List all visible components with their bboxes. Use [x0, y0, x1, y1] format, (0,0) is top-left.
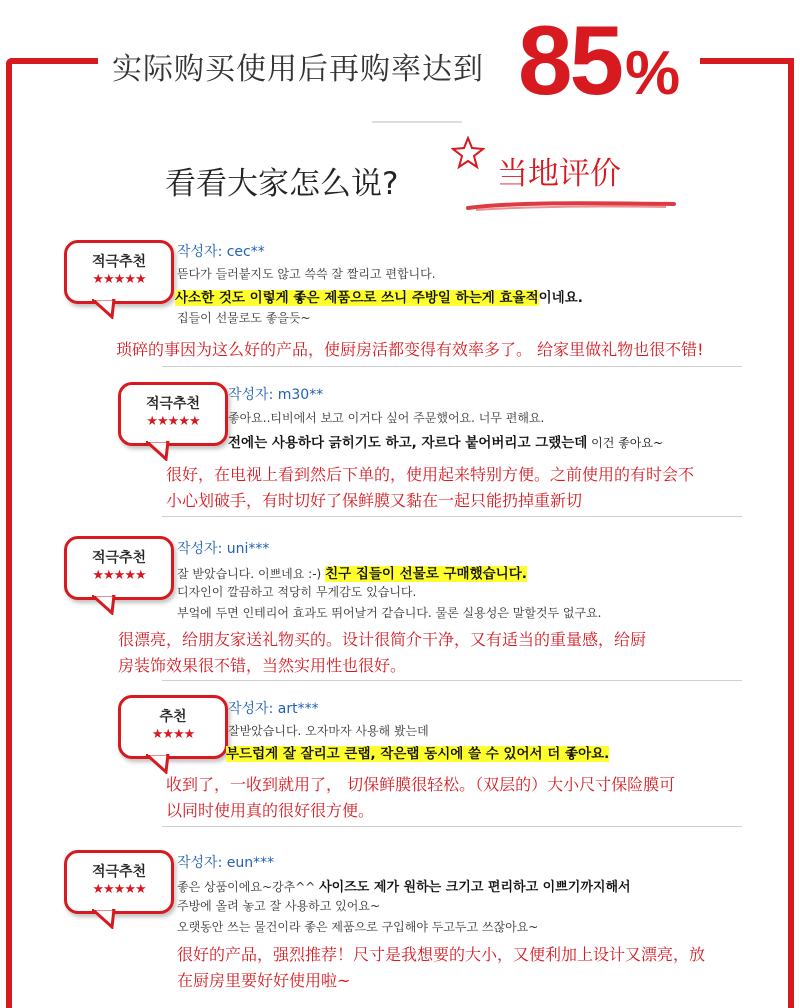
bold-text: 사이즈도 제가 원하는 크기고 편리하고 이쁘기까지해서 [319, 880, 631, 895]
translation-line: 以同时使用真的很好很方便。 [166, 801, 375, 820]
highlighted-text: 사소한 것도 이렇게 좋은 제품으로 쓰니 주방일 하는게 효율적 [175, 290, 539, 306]
review-text-line: 오랫동안 쓰는 물건이라 좋은 제품으로 구입해야 두고두고 쓰잖아요~ [177, 920, 539, 934]
highlighted-text: 친구 집들이 선물로 구매했습니다. [325, 566, 527, 582]
translation-line: 很好，在电视上看到然后下单的，使用起来特别方便。之前使用的有时会不 [166, 465, 695, 484]
frame-top-right [700, 58, 794, 64]
section-question: 看看大家怎么说? [165, 166, 399, 202]
review-author: 작성자: m30** [228, 387, 324, 403]
rating-stars: ★★★★★ [146, 414, 200, 429]
review-text-line: 잘받았습니다. 오자마자 사용해 봤는데 [228, 724, 429, 738]
rating-label: 추천 [159, 709, 187, 725]
rating-badge [118, 695, 228, 759]
translation-line: 小心划破手，有时切好了保鲜膜又黏在一起只能扔掉重新切 [166, 491, 583, 510]
review-text-line [177, 876, 631, 895]
review-text-line [228, 431, 663, 451]
review-author: 작성자: uni*** [177, 541, 270, 557]
translation-line: 房装饰效果很不错，当然实用性也很好。 [118, 656, 407, 675]
review-text-line: 디자인이 깔끔하고 적당히 무게감도 있습니다. [177, 585, 417, 599]
repurchase-percent [518, 4, 677, 117]
review-divider [162, 680, 742, 681]
local-reviews-title: 当地评价 [497, 156, 621, 192]
rating-badge [64, 850, 174, 914]
review-author: 작성자: eun*** [177, 855, 275, 871]
rating-label: 적극추천 [91, 254, 147, 270]
badge-tail [92, 595, 116, 615]
divider-shadow [372, 121, 462, 123]
rating-label: 적극추천 [91, 864, 147, 880]
translation-line: 收到了，一收到就用了， 切保鲜膜很轻松。（双层的）大小尺寸保险膜可 [166, 775, 676, 794]
rating-stars: ★★★★★ [92, 882, 146, 897]
review-divider [162, 366, 742, 367]
highlighted-text: 부드럽게 잘 잘리고 큰랩, 작은랩 동시에 쓸 수 있어서 더 좋아요. [226, 746, 610, 762]
badge-tail [146, 441, 170, 461]
review-text-line [177, 562, 527, 582]
review-text-line: 좋아요..티비에서 보고 이거다 싶어 주문했어요. 너무 편해요. [228, 411, 545, 425]
review-text-line: 주방에 올려 놓고 잘 사용하고 있어요~ [177, 899, 381, 913]
review-text-line: 부엌에 두면 인테리어 효과도 뛰어날거 같습니다. 물론 실용성은 말할것두 없구요. [177, 606, 602, 620]
review-text-line [175, 286, 583, 306]
rating-stars: ★★★★★ [92, 568, 146, 583]
translation-line: 琐碎的事因为这么好的产品，使厨房活都变得有效率多了。 给家里做礼物也很不错! [116, 340, 704, 359]
rating-badge [64, 536, 174, 600]
review-author: 작성자: art*** [228, 701, 319, 717]
badge-tail [92, 909, 116, 929]
rating-label: 적극추천 [145, 396, 201, 412]
review-author: 작성자: cec** [177, 244, 265, 260]
brush-underline [466, 200, 676, 212]
rating-label: 적극추천 [91, 550, 147, 566]
percent-sign: % [625, 39, 678, 108]
bold-text: 전에는 사용하다 긁히기도 하고, 자르다 붙어버리고 그랬는데 [228, 435, 588, 451]
repurchase-headline: 实际购买使用后再购率达到 [112, 52, 484, 87]
review-divider [162, 516, 742, 517]
review-text-line: 집들이 선물로도 좋을듯~ [177, 311, 311, 325]
translation-line: 在厨房里要好好使用啦~ [177, 971, 351, 990]
review-text-line: 뜯다가 들러붙지도 않고 쓱쓱 잘 짤리고 편합니다. [177, 267, 436, 281]
frame-top-left [6, 58, 98, 64]
review-text-rest: 이건 좋아요~ [587, 436, 664, 450]
frame-left [6, 58, 12, 1008]
frame-right [788, 58, 794, 1008]
star-outline-icon [451, 136, 485, 170]
rating-stars: ★★★★★ [92, 272, 146, 287]
translation-line: 很好的产品，强烈推荐！尺寸是我想要的大小，又便利加上设计又漂亮，放 [177, 945, 706, 964]
review-text-line [226, 742, 609, 762]
review-text-start: 좋은 상품이에요~강추^^ [177, 880, 320, 894]
rating-badge [64, 240, 174, 304]
review-text-start: 잘 받았습니다. 이쁘네요 :-) [177, 567, 326, 581]
review-divider [162, 826, 742, 827]
translation-line: 很漂亮，给朋友家送礼物买的。设计很简介干净，又有适当的重量感，给厨 [118, 630, 647, 649]
review-text-rest: 이네요. [538, 290, 583, 306]
percent-value: 85 [518, 5, 622, 115]
rating-badge [118, 382, 228, 446]
badge-tail [92, 299, 116, 319]
rating-stars: ★★★★ [151, 727, 195, 742]
